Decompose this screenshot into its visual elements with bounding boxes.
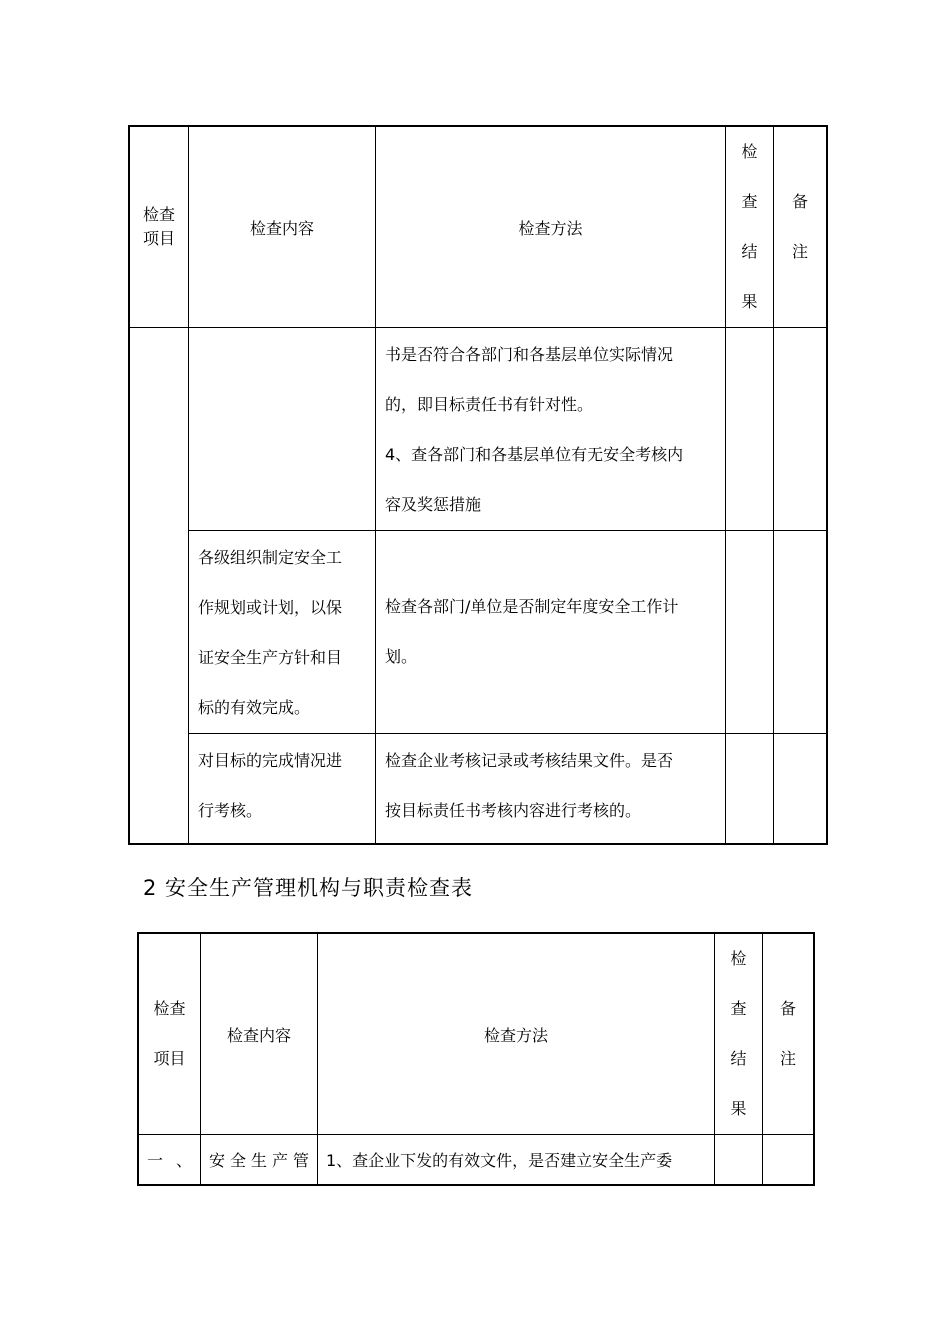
header-result-char: 查 (730, 999, 747, 1018)
method-line: 书是否符合各部门和各基层单位实际情况 (385, 345, 674, 364)
result-cell (726, 734, 774, 844)
content-line: 各级组织制定安全工 (198, 548, 343, 567)
method-cell (376, 531, 726, 734)
header-result-char: 果 (741, 292, 758, 311)
result-cell (726, 328, 774, 531)
content-cell (189, 734, 376, 844)
section-heading: 2 安全生产管理机构与职责检查表 (143, 876, 474, 900)
method-line: 的，即目标责任书有针对性。 (385, 395, 594, 414)
header-item-line2: 项目 (142, 229, 175, 248)
header-item-line: 检查 (153, 999, 186, 1018)
header-result-char: 果 (730, 1099, 747, 1118)
content-cell (189, 531, 376, 734)
header-note (774, 126, 828, 328)
method-cell (376, 734, 726, 844)
header-result-char: 查 (741, 192, 758, 211)
header-note (763, 933, 815, 1135)
header-result (726, 126, 774, 328)
header-note-char: 注 (779, 1049, 796, 1068)
header-note-char: 注 (791, 242, 808, 261)
note-cell (774, 531, 828, 734)
result-cell (715, 1135, 763, 1185)
header-result-char: 检 (730, 949, 747, 968)
header-item (138, 933, 201, 1135)
method-line: 按目标责任书考核内容进行考核的。 (385, 801, 642, 820)
header-item (129, 126, 189, 328)
table-header-row (138, 933, 814, 1135)
note-cell (774, 734, 828, 844)
method-line: 检查各部门/单位是否制定年度安全工作计 (385, 597, 679, 616)
header-result-char: 结 (730, 1049, 747, 1068)
header-item-line1: 检查 (142, 205, 175, 224)
header-content: 检查内容 (189, 126, 376, 328)
method-line: 容及奖惩措施 (385, 495, 482, 514)
header-result-char: 结 (741, 242, 758, 261)
item-cell: 一 、 (138, 1135, 201, 1185)
method-line: 检查企业考核记录或考核结果文件。是否 (385, 751, 674, 770)
table-row (129, 328, 827, 531)
table-header-row (129, 126, 827, 328)
note-cell (763, 1135, 815, 1185)
header-content: 检查内容 (201, 933, 318, 1135)
content-line: 作规划或计划，以保 (198, 598, 343, 617)
header-note-char: 备 (779, 999, 796, 1018)
method-line: 4、查各部门和各基层单位有无安全考核内 (385, 445, 684, 464)
table-row (138, 1135, 814, 1185)
header-method: 检查方法 (376, 126, 726, 328)
content-line: 行考核。 (198, 801, 263, 820)
header-result (715, 933, 763, 1135)
content-line: 标的有效完成。 (198, 698, 311, 717)
content-line: 对目标的完成情况进 (198, 751, 343, 770)
header-note-char: 备 (791, 192, 808, 211)
table-row (129, 734, 827, 844)
method-line: 划。 (385, 647, 418, 666)
result-cell (726, 531, 774, 734)
header-item-line: 项目 (153, 1049, 186, 1068)
content-cell (189, 328, 376, 531)
method-cell (376, 328, 726, 531)
content-line: 证安全生产方针和目 (198, 648, 343, 667)
table-row (129, 531, 827, 734)
content-cell: 安全生产管 (201, 1135, 318, 1185)
note-cell (774, 328, 828, 531)
safety-check-table-1 (128, 125, 828, 845)
header-method: 检查方法 (318, 933, 715, 1135)
item-cell (129, 328, 189, 844)
safety-check-table-2 (137, 932, 815, 1186)
method-cell: 1、查企业下发的有效文件，是否建立安全生产委 (318, 1135, 715, 1185)
header-result-char: 检 (741, 142, 758, 161)
